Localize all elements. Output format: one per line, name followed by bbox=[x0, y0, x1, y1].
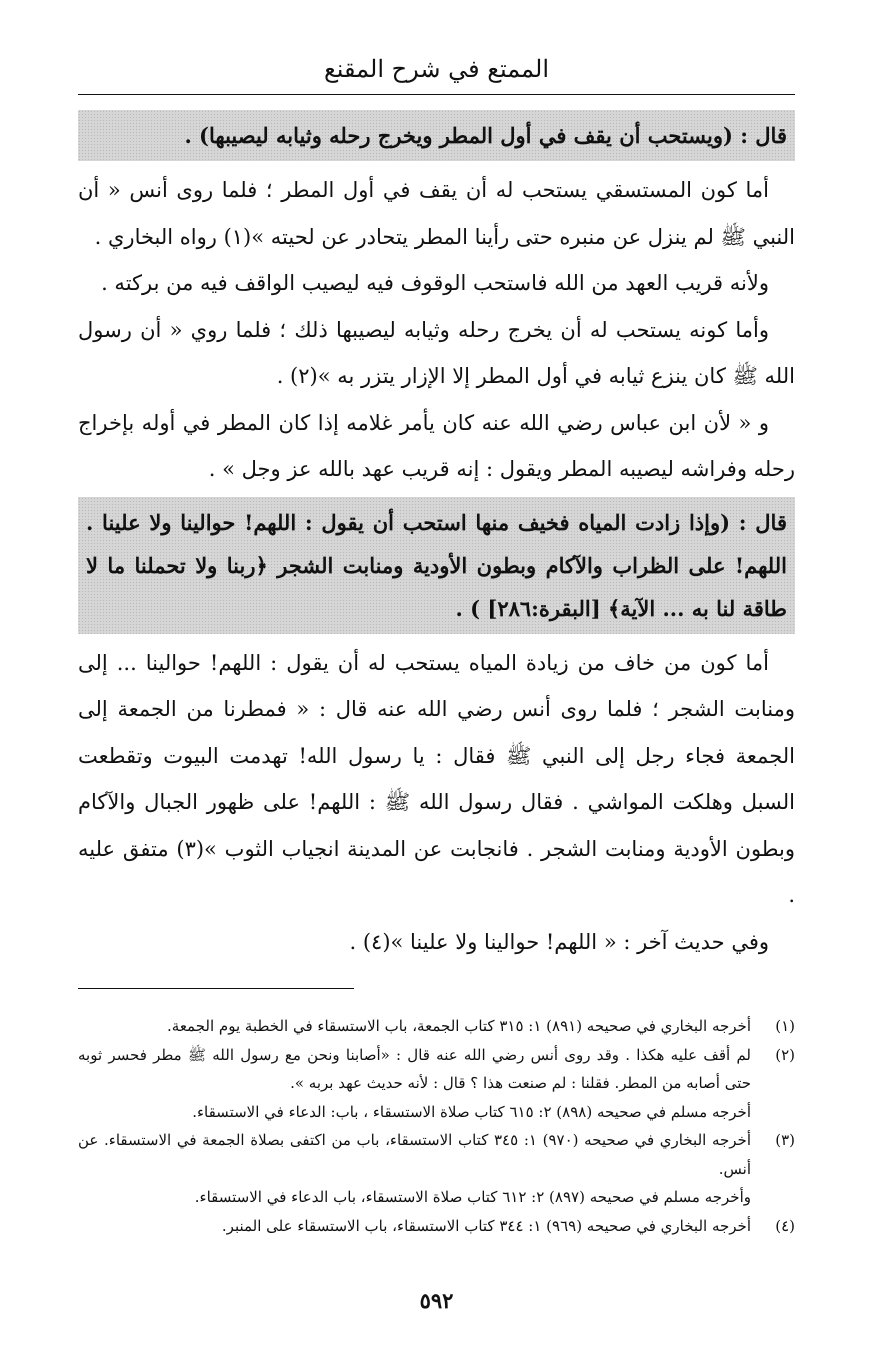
footnote-text: أخرجه البخاري في صحيحه (٨٩١) ١: ٣١٥ كتاب الجمعة، باب الاستسقاء في الخطبة يوم الجمعة. bbox=[167, 1017, 751, 1035]
footnote-number: (١) bbox=[775, 1017, 795, 1035]
commentary-paragraph: و « لأن ابن عباس رضي الله عنه كان يأمر غلامه إذا كان المطر في أوله بإخراج رحله وفراشه ليصيبه المطر ويقول : إنه قريب عهد بالله عز وجل » . bbox=[78, 410, 795, 481]
commentary-paragraph: ولأنه قريب العهد من الله فاستحب الوقوف فيه ليصيب الواقف فيه من بركته . bbox=[101, 271, 769, 295]
footnote-number: (٢) bbox=[775, 1045, 795, 1064]
footnote bbox=[78, 1126, 795, 1212]
footnote-text: أخرجه مسلم في صحيحه (٨٩٨) ٢: ٦١٥ كتاب صلاة الاستسقاء ، باب: الدعاء في الاستسقاء. bbox=[192, 1102, 751, 1121]
commentary-paragraph: أما كون من خاف من زيادة المياه يستحب له أن يقول : اللهم! حوالينا ... إلى ومنابت الشجر ؛ فلما روى أنس رضي الله عنه قال : « فمطرنا من الجمعة إلى الجمعة فجاء رجل إلى النبي ﷺ فقال : يا رسول الله! تهدمت البيوت وتقطعت السبل وهلكت المواشي . فقال رسول الله ﷺ : اللهم! على ظهور الجبال والآكام وبطون الأودية ومنابت الشجر . فانجابت عن المدينة انجياب الثوب »(٣) متفق عليه . bbox=[78, 650, 796, 907]
footnotes bbox=[78, 1012, 795, 1240]
footnote-number: (٤) bbox=[775, 1216, 795, 1235]
running-header-title: الممتع في شرح المقنع bbox=[324, 55, 549, 83]
footnote bbox=[78, 1212, 795, 1241]
main-text bbox=[78, 110, 795, 965]
matn-box: قال : (وإذا زادت المياه فخيف منها استحب أن يقول : اللهم! حوالينا ولا علينا . اللهم! على الظراب والآكام وبطون الأودية ومنابت الشجر ﴿ربنا ولا تحملنا ما لا طاقة لنا به ... الآية﴾ [البقرة:٢٨٦] ) . bbox=[78, 497, 795, 634]
header-rule bbox=[78, 94, 795, 95]
footnote-text: أخرجه البخاري في صحيحه (٩٧٠) ١: ٣٤٥ كتاب الاستسقاء، باب من اكتفى بصلاة الجمعة في الاستسقاء. عن أنس. bbox=[78, 1131, 751, 1178]
commentary-paragraph: أما كون المستسقي يستحب له أن يقف في أول المطر ؛ فلما روى أنس « أن النبي ﷺ لم ينزل عن منبره حتى رأينا المطر يتحادر عن لحيته »(١) رواه البخاري . bbox=[78, 178, 795, 249]
footnote-text: لم أقف عليه هكذا . وقد روى أنس رضي الله عنه قال : «أصابنا ونحن مع رسول الله ﷺ مطر فحسر ثوبه حتى أصابه من المطر. فقلنا : لم صنعت هذا ؟ قال : لأنه حديث عهد بربه ». bbox=[78, 1045, 751, 1092]
commentary-paragraph: وأما كونه يستحب له أن يخرج رحله وثيابه ليصيبها ذلك ؛ فلما روي « أن رسول الله ﷺ كان ينزع ثيابه في أول المطر إلا الإزار يتزر به »(٢) . bbox=[78, 317, 795, 388]
footnote-text: أخرجه البخاري في صحيحه (٩٦٩) ١: ٣٤٤ كتاب الاستسقاء، باب الاستسقاء على المنبر. bbox=[221, 1216, 751, 1235]
footnote-separator bbox=[78, 988, 354, 989]
footnote-number: (٣) bbox=[775, 1131, 795, 1149]
footnote-text: وأخرجه مسلم في صحيحه (٨٩٧) ٢: ٦١٢ كتاب صلاة الاستسقاء، باب الدعاء في الاستسقاء. bbox=[194, 1188, 751, 1206]
footnote bbox=[78, 1012, 795, 1041]
matn-box: قال : (ويستحب أن يقف في أول المطر ويخرج رحله وثيابه ليصيبها) . bbox=[78, 110, 795, 161]
footnote bbox=[78, 1041, 795, 1127]
page-number: ٥٩٢ bbox=[419, 1288, 454, 1313]
commentary-paragraph: وفي حديث آخر : « اللهم! حوالينا ولا علينا »(٤) . bbox=[349, 929, 769, 954]
